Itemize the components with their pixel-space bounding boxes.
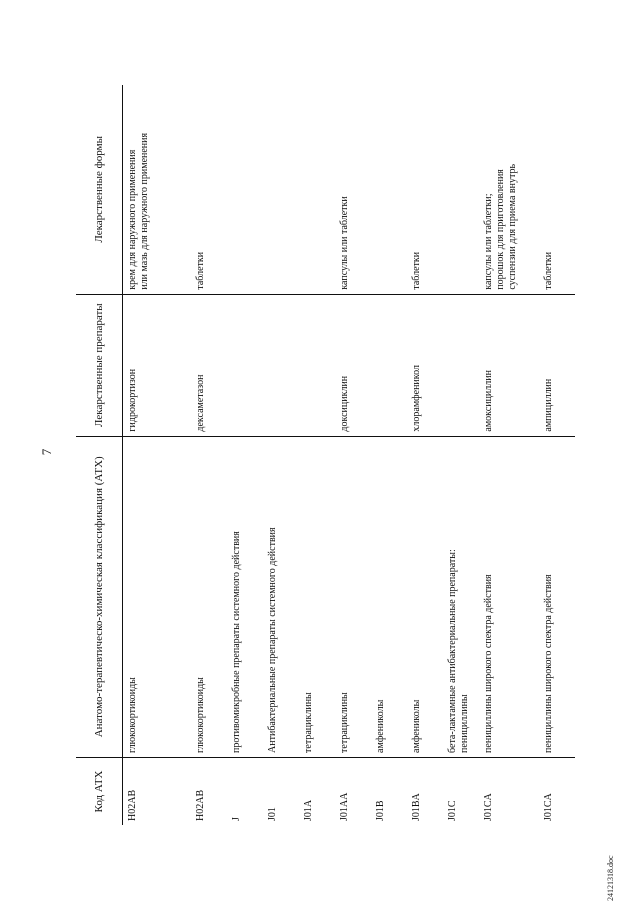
cell-drug: доксициклин <box>335 294 371 436</box>
cell-drug <box>227 294 263 436</box>
cell-class: пенициллины широкого спектра действия <box>479 436 539 757</box>
cell-class: противомикробные препараты системного действия <box>227 436 263 757</box>
cell-code: J <box>231 817 242 821</box>
table-header-row <box>76 85 123 825</box>
cell-code: J01C <box>447 800 458 821</box>
document-footer: 24121318.doc <box>606 855 615 901</box>
table-row <box>227 85 263 825</box>
cell-class: тетрациклины <box>299 436 335 757</box>
cell-form: капсулы или таблетки <box>335 85 371 294</box>
cell-drug: гидрокортизон <box>123 294 192 436</box>
table-row <box>479 85 539 825</box>
table-row <box>263 85 299 825</box>
cell-class: пенициллины широкого спектра действия <box>539 436 575 757</box>
cell-form: крем для наружного применения или мазь для наружного применения <box>123 85 192 294</box>
cell-form: таблетки <box>191 85 227 294</box>
table-row <box>191 85 227 825</box>
table-row <box>443 85 479 825</box>
header-code: Код АТХ <box>76 757 123 825</box>
cell-form <box>443 85 479 294</box>
header-forms: Лекарственные формы <box>76 85 123 294</box>
cell-class: Антибактериальные препараты системного действия <box>263 436 299 757</box>
page-number: 7 <box>39 448 54 456</box>
cell-class: бета-лактамные антибактериальные препараты: пенициллины <box>443 436 479 757</box>
cell-code: H02AB <box>195 789 206 821</box>
cell-form <box>227 85 263 294</box>
cell-class: тетрациклины <box>335 436 371 757</box>
cell-code: J01 <box>267 807 278 821</box>
atc-table <box>76 85 575 825</box>
table-row <box>407 85 443 825</box>
table-row <box>371 85 407 825</box>
table-row <box>335 85 371 825</box>
cell-drug: хлорамфеникол <box>407 294 443 436</box>
cell-form: таблетки <box>407 85 443 294</box>
cell-form <box>371 85 407 294</box>
cell-drug <box>443 294 479 436</box>
cell-drug: ампициллин <box>539 294 575 436</box>
header-classification: Анатомо-терапевтическо-химическая классификация (АТХ) <box>76 436 123 757</box>
table-row <box>539 85 575 825</box>
cell-form: таблетки <box>539 85 575 294</box>
cell-form: капсулы или таблетки; порошок для приготовления суспензии для приема внутрь <box>479 85 539 294</box>
cell-code: H02AB <box>127 789 138 821</box>
cell-code: J01BA <box>411 793 422 821</box>
cell-code: J01AA <box>339 792 350 821</box>
cell-code: J01A <box>303 799 314 821</box>
cell-form <box>263 85 299 294</box>
cell-drug: дексаметазон <box>191 294 227 436</box>
cell-drug <box>263 294 299 436</box>
cell-form <box>299 85 335 294</box>
cell-class: глюкокортикоиды <box>191 436 227 757</box>
table-row <box>123 85 192 825</box>
cell-class: амфениколы <box>407 436 443 757</box>
cell-drug: амоксициллин <box>479 294 539 436</box>
cell-class: глюкокортикоиды <box>123 436 192 757</box>
header-drugs: Лекарственные препараты <box>76 294 123 436</box>
cell-drug <box>371 294 407 436</box>
cell-code: J01B <box>375 800 386 821</box>
table-row <box>299 85 335 825</box>
cell-drug <box>299 294 335 436</box>
cell-class: амфениколы <box>371 436 407 757</box>
cell-code: J01CA <box>483 793 494 821</box>
cell-code: J01CA <box>543 793 554 821</box>
